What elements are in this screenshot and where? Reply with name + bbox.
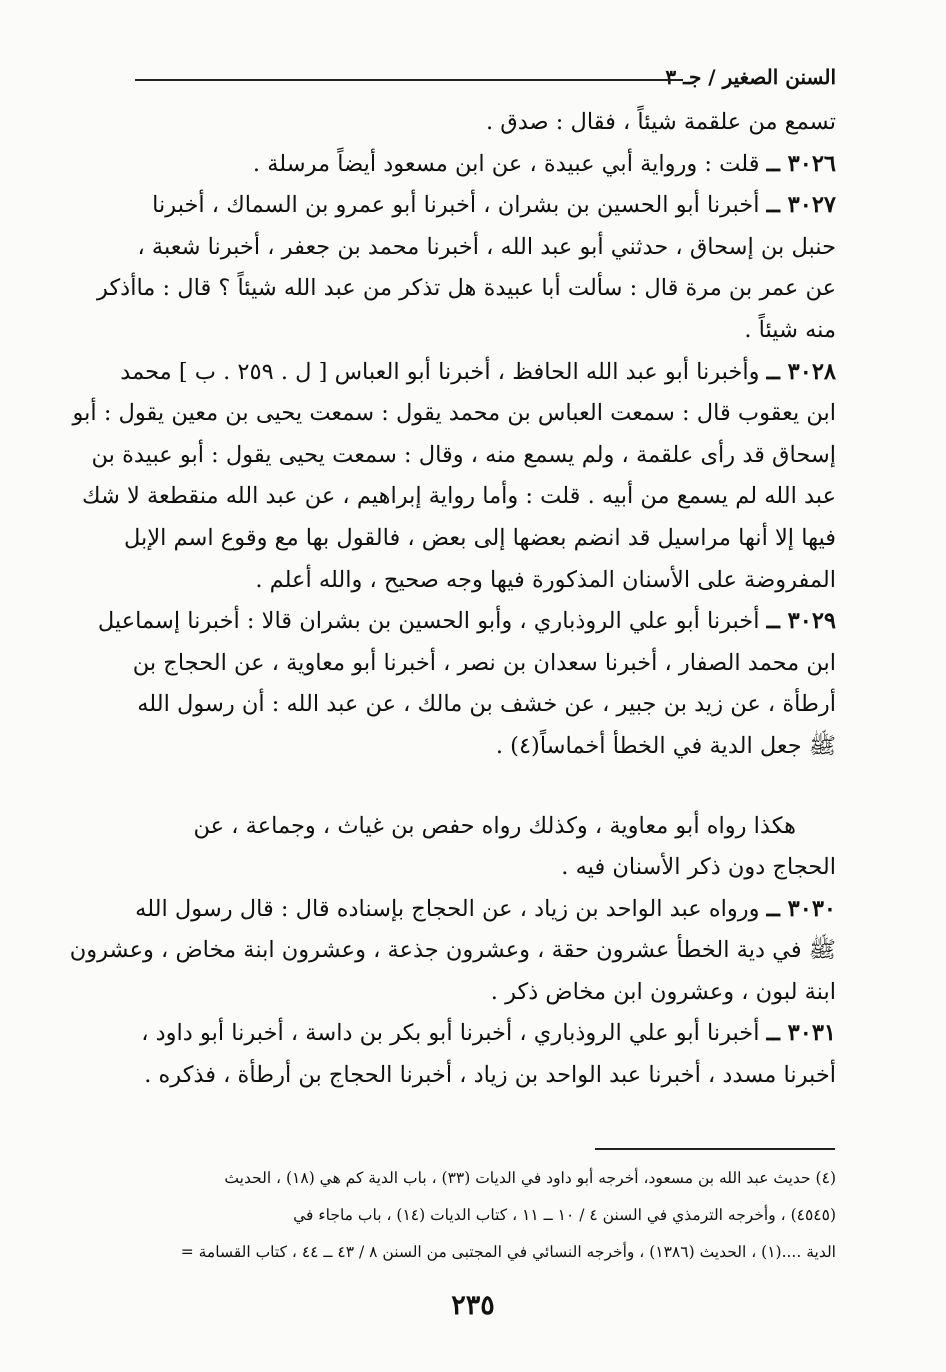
- text-line: تسمع من علقمة شيئاً ، فقال : صدق .: [485, 109, 836, 135]
- text-line: أخبرنا مسدد ، أخبرنا عبد الواحد بن زياد ، أخبرنا الحجاج بن أرطأة ، فذكره .: [144, 1062, 836, 1089]
- hadith-number: ٣٠٣١ ــ: [766, 1020, 836, 1047]
- text-line: منه شيئاً .: [744, 316, 836, 343]
- text-line: إسحاق قد رأى علقمة ، ولم يسمع منه ، وقال : سمعت يحيى يقول : أبو عبيدة بن: [91, 441, 836, 468]
- running-head: السنن الصغير / جـ ٣: [665, 65, 836, 89]
- hadith-3030: ٣٠٣٠ ــ ورواه عبد الواحد بن زياد ، عن الحجاج بإسناده قال : قال رسول الله: [135, 895, 836, 922]
- text-line: الحجاج دون ذكر الأسنان فيه .: [561, 854, 836, 881]
- footnote-line: (٤٥٤٥) ، وأخرجه الترمذي في السنن ٤ / ١٠ ــ ١١ ، كتاب الديات (١٤) ، باب ماجاء في: [293, 1206, 836, 1224]
- text-line: فيها إلا أنها مراسيل قد انضم بعضها إلى بعض ، فالقول بها مع وقوع اسم الإبل: [124, 524, 836, 551]
- main-text: [69, 102, 836, 1097]
- text-line: حنبل بن إسحاق ، حدثني أبو عبد الله ، أخبرنا محمد بن جعفر ، أخبرنا شعبة ،: [137, 233, 836, 260]
- hadith-3029: ٣٠٢٩ ــ أخبرنا أبو علي الروذباري ، وأبو الحسين بن بشران قالا : أخبرنا إسماعيل: [97, 608, 836, 635]
- page-number: ٢٣٥: [451, 1290, 495, 1321]
- text-line: ابن يعقوب قال : سمعت العباس بن محمد يقول : سمعت يحيى بن معين يقول : أبو: [72, 400, 836, 427]
- footnote-line: الدية ....(١) ، الحديث (١٣٨٦) ، وأخرجه النسائي في المجتبى من السنن ٨ / ٤٣ ــ ٤٤ ، كتاب القسامة =: [180, 1243, 836, 1261]
- hadith-3027: ٣٠٢٧ ــ أخبرنا أبو الحسين بن بشران ، أخبرنا أبو عمرو بن السماك ، أخبرنا: [152, 192, 836, 219]
- hadith-number: ٣٠٢٧ ــ: [766, 192, 836, 219]
- hadith-3028: ٣٠٢٨ ــ وأخبرنا أبو عبد الله الحافظ ، أخبرنا أبو العباس [ ل . ٢٥٩ . ب ] محمد: [120, 358, 836, 385]
- text-line: عن عمر بن مرة قال : سألت أبا عبيدة هل تذكر من عبد الله شيئاً ؟ قال : ماأذكر: [97, 275, 836, 302]
- footnotes: [136, 1160, 836, 1271]
- text-line: ﷺ جعل الدية في الخطأ أخماساً(٤) .: [495, 732, 836, 759]
- footnote-line: (٤) حديث عبد الله بن مسعود، أخرجه أبو داود في الديات (٣٣) ، باب الدية كم هي (١٨) ، الحديث: [224, 1169, 836, 1187]
- hadith-number: ٣٠٢٨ ــ: [766, 358, 836, 385]
- header-rule: [135, 79, 683, 81]
- text-line: أرطأة ، عن زيد بن جبير ، عن خشف بن مالك ، عن عبد الله : أن رسول الله: [137, 691, 836, 718]
- footnote-rule: [595, 1148, 835, 1150]
- hadith-number: ٣٠٢٦ ــ: [766, 150, 836, 177]
- paragraph-gap: [136, 768, 836, 806]
- commentary-line: هكذا رواه أبو معاوية ، وكذلك رواه حفص بن غياث ، وجماعة ، عن: [193, 812, 796, 839]
- text-line: ﷺ في دية الخطأ عشرون حقة ، وعشرون جذعة ، وعشرون ابنة مخاض ، وعشرون: [69, 937, 836, 964]
- hadith-3026: ٣٠٢٦ ــ قلت : ورواية أبي عبيدة ، عن ابن مسعود أيضاً مرسلة .: [252, 150, 836, 177]
- text-line: ابن محمد الصفار ، أخبرنا سعدان بن نصر ، أخبرنا أبو معاوية ، عن الحجاج بن: [132, 649, 836, 676]
- text-line: ابنة لبون ، وعشرون ابن مخاض ذكر .: [490, 978, 836, 1005]
- hadith-3031: ٣٠٣١ ــ أخبرنا أبو علي الروذباري ، أخبرنا أبو بكر بن داسة ، أخبرنا أبو داود ،: [141, 1020, 836, 1047]
- hadith-number: ٣٠٢٩ ــ: [766, 608, 836, 635]
- text-line: عبد الله لم يسمع من أبيه . قلت : وأما رواية إبراهيم ، عن عبد الله منقطعة لا شك: [82, 483, 836, 510]
- text-line: المفروضة على الأسنان المذكورة فيها وجه صحيح ، والله أعلم .: [255, 566, 836, 593]
- hadith-number: ٣٠٣٠ ــ: [766, 895, 836, 922]
